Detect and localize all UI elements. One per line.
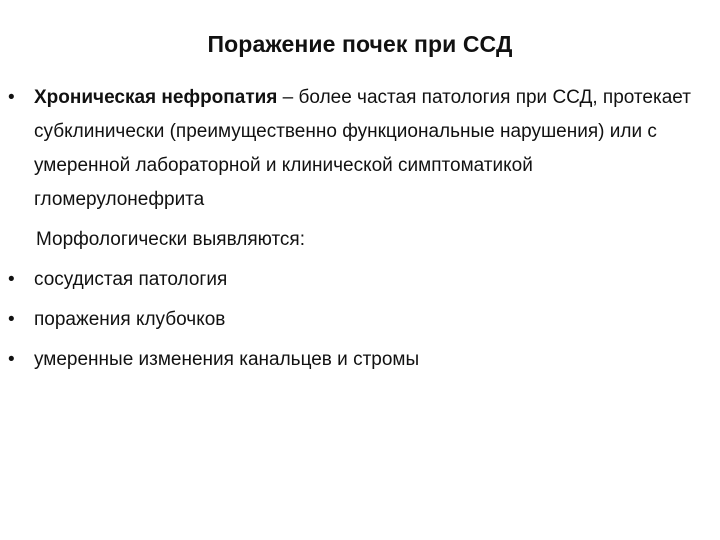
bullet-text: сосудистая патология [34,269,228,290]
bullet-item [0,263,720,297]
bullet-text: – более частая патология при ССД, протекает субклинически (преимущественно функциональные нарушения) или с умеренной лабораторной и клинической симптоматикой гломерулонефрита [34,87,691,210]
subheading: Морфологически выявляются: [36,229,305,250]
bullet-term: Хроническая нефропатия [34,87,278,108]
bullet-icon: • [8,87,15,108]
slide-title: Поражение почек при ССД [207,31,513,57]
bullet-icon: • [8,269,15,290]
bullet-icon: • [8,309,15,330]
bullet-item-nephropathy [0,81,720,217]
bullet-item [0,303,720,337]
bullet-text: поражения клубочков [34,309,226,330]
slide-content [0,81,720,377]
bullet-icon: • [8,349,15,370]
bullet-text: умеренные изменения канальцев и стромы [34,349,420,370]
bullet-item [0,343,720,377]
